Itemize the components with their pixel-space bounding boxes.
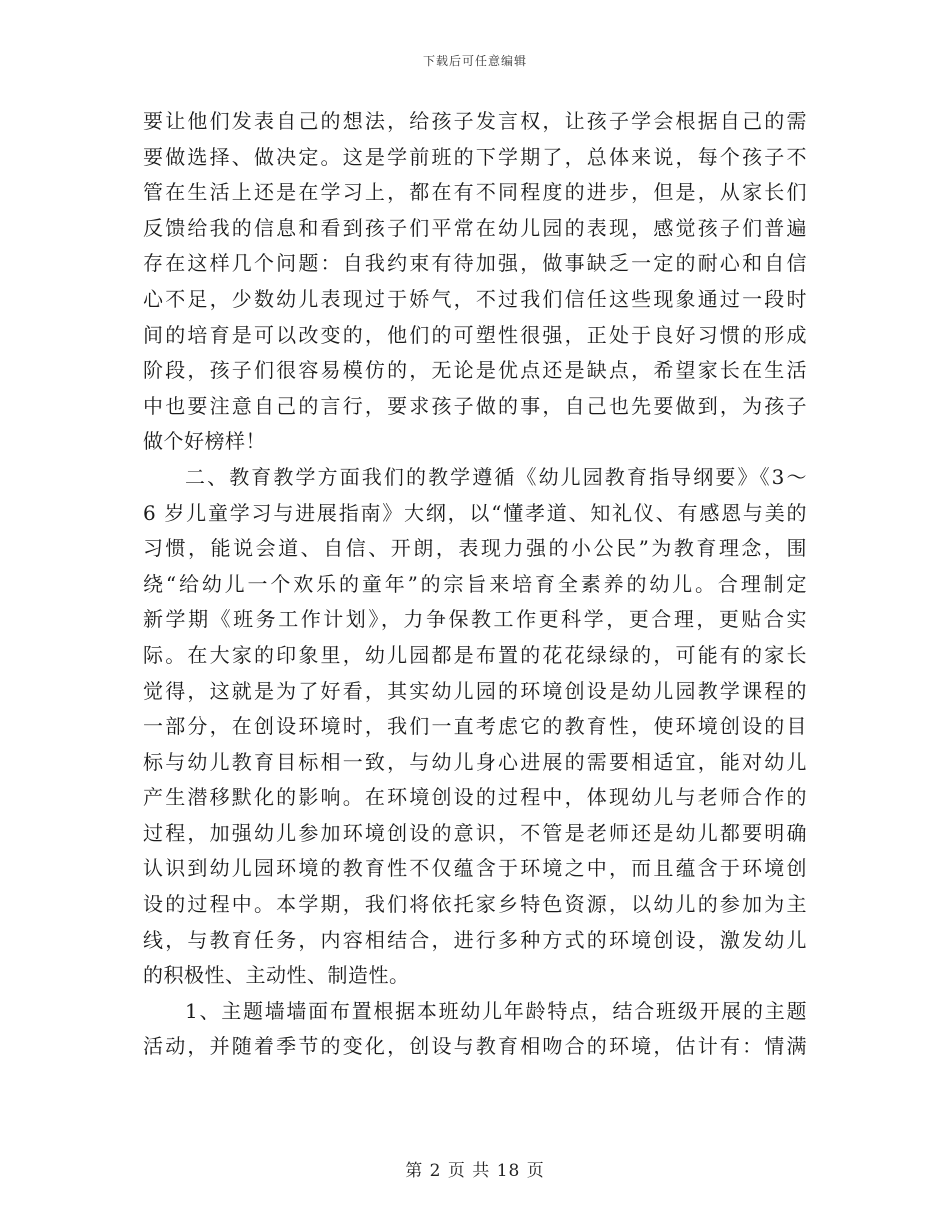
paragraph-3 [143, 994, 807, 1065]
text-line: 1、主题墙墙面布置根据本班幼儿年龄特点，结合班级开展的主题 [185, 998, 807, 1023]
text-line: 管在生活上还是在学习上，都在有不同程度的进步，但是，从家长们 [143, 180, 807, 205]
page-number: 第 2 页 共 18 页 [405, 1161, 545, 1181]
text-line: 的积极性、主动性、制造性。 [143, 963, 410, 988]
text-line: 过程，加强幼儿参加环境创设的意识，不管是老师还是幼儿都要明确 [143, 820, 807, 845]
text-line: 反馈给我的信息和看到孩子们平常在幼儿园的表现，感觉孩子们普遍 [143, 215, 807, 240]
text-line: 线，与教育任务，内容相结合，进行多种方式的环境创设，激发幼儿 [143, 927, 807, 952]
text-line: 新学期《班务工作计划》，力争保教工作更科学，更合理，更贴合实 [143, 607, 807, 632]
text-line: 认识到幼儿园环境的教育性不仅蕴含于环境之中，而且蕴含于环境创 [143, 856, 807, 881]
page-header: 下载后可任意编辑 [422, 54, 527, 68]
text-line: 绕“给幼儿一个欢乐的童年”的宗旨来培育全素养的幼儿。合理制定 [143, 571, 807, 596]
text-line: 中也要注意自己的言行，要求孩子做的事，自己也先要做到，为孩子 [143, 393, 807, 418]
text-line: 标与幼儿教育目标相一致，与幼儿身心进展的需要相适宜，能对幼儿 [143, 749, 807, 774]
text-line: 阶段，孩子们很容易模仿的，无论是优点还是缺点，希望家长在生活 [143, 358, 807, 383]
text-line: 活动，并随着季节的变化，创设与教育相吻合的环境，估计有：情满 [143, 1034, 807, 1059]
paragraph-2 [143, 460, 807, 994]
paragraph-1 [143, 104, 807, 460]
text-line: 6 岁儿童学习与进展指南》大纲，以“懂孝道、知礼仪、有感恩与美的 [143, 500, 807, 525]
text-line: 心不足，少数幼儿表现过于娇气，不过我们信任这些现象通过一段时 [143, 286, 807, 311]
text-line: 二、教育教学方面我们的教学遵循《幼儿园教育指导纲要》《3～ [185, 464, 807, 489]
text-line: 际。在大家的印象里，幼儿园都是布置的花花绿绿的，可能有的家长 [143, 642, 807, 667]
text-line: 一部分，在创设环境时，我们一直考虑它的教育性，使环境创设的目 [143, 714, 807, 739]
text-line: 间的培育是可以改变的，他们的可塑性很强，正处于良好习惯的形成 [143, 322, 807, 347]
text-line: 要让他们发表自己的想法，给孩子发言权，让孩子学会根据自己的需 [143, 109, 807, 133]
text-line: 做个好榜样！ [143, 429, 266, 454]
text-line: 产生潜移默化的影响。在环境创设的过程中，体现幼儿与老师合作的 [143, 785, 807, 810]
document-body [143, 104, 807, 1065]
text-line: 要做选择、做决定。这是学前班的下学期了，总体来说，每个孩子不 [143, 144, 807, 169]
text-line: 习惯，能说会道、自信、开朗，表现力强的小公民”为教育理念，围 [143, 536, 807, 561]
text-line: 存在这样几个问题：自我约束有待加强，做事缺乏一定的耐心和自信 [143, 251, 807, 276]
text-line: 设的过程中。本学期，我们将依托家乡特色资源，以幼儿的参加为主 [143, 892, 807, 917]
text-line: 觉得，这就是为了好看，其实幼儿园的环境创设是幼儿园教学课程的 [143, 678, 807, 703]
